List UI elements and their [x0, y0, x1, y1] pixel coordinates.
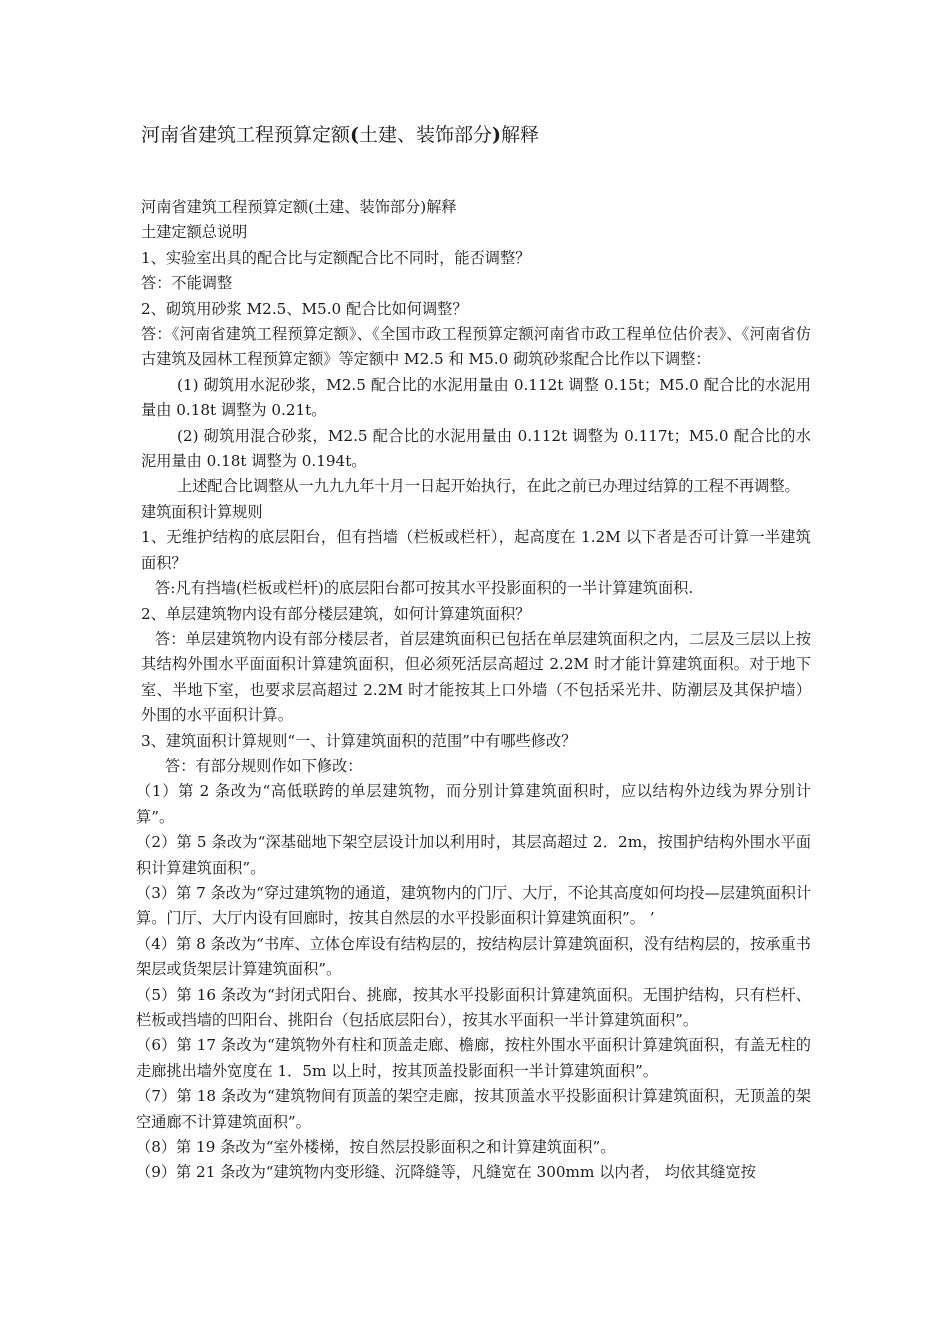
revision-item-6: （6）第 17 条改为“建筑物外有柱和顶盖走廊、檐廊，按柱外围水平面积计算建筑面积，有盖无柱的走廊挑出墙外宽度在 1．5m 以上时，按其顶盖投影面积一半计算建筑面积”。 — [136, 1036, 811, 1080]
title-paren-open: ( — [350, 124, 360, 146]
question-1: 1、实验室出具的配合比与定额配合比不同时，能否调整？ — [141, 248, 531, 267]
subtitle: 河南省建筑工程预算定额(土建、装饰部分)解释 — [141, 198, 457, 216]
section-heading-general: 土建定额总说明 — [141, 223, 248, 242]
document-body — [136, 195, 811, 1186]
title-text-2: 土建、装饰部分 — [359, 124, 493, 146]
area-question-3: 3、建筑面积计算规则“一、计算建筑面积的范围”中有哪些修改？ — [141, 731, 577, 750]
area-question-1: 1、无维护结构的底层阳台，但有挡墙（栏板或栏杆），起高度在 1.2M 以下者是否可计算一半建筑面积？ — [141, 528, 811, 572]
area-answer-2: 答：单层建筑物内设有部分楼层者，首层建筑面积已包括在单层建筑面积之内，二层及三层以上按其结构外围水平面面积计算建筑面积，但必须死活层高超过 2.2M 时才能计算建筑面积。对于地下室、半地下室，也要求层高超过 2.2M 时才能按其上口外墙（不包括采光井、防潮层及其保护墙）外围的水平面积计算。 — [141, 629, 811, 725]
section-heading-area: 建筑面积计算规则 — [141, 502, 263, 521]
revision-item-1: （1）第 2 条改为“高低联跨的单层建筑物，而分别计算建筑面积时，应以结构外边线为界分别计算”。 — [136, 782, 811, 826]
area-answer-1: 答:凡有挡墙(栏板或栏杆)的底层阳台都可按其水平投影面积的一半计算建筑面积. — [155, 579, 694, 598]
answer-2-item-2: (2) 砌筑用混合砂浆，M2.5 配合比的水泥用量由 0.112t 调整为 0.117t；M5.0 配合比的水泥用量由 0.18t 调整为 0.194t。 — [141, 426, 811, 471]
revision-item-3: （3）第 7 条改为“穿过建筑物的通道，建筑物内的门厅、大厅，不论其高度如何均投—层建筑面积计算。门厅、大厅内设有回廊时，按其自然层的水平投影面积计算建筑面积”。 ’ — [136, 883, 811, 928]
answer-2: 答：《河南省建筑工程预算定额》、《全国市政工程预算定额河南省市政工程单位估价表》、《河南省仿古建筑及园林工程预算定额》等定额中 M2.5 和 M5.0 砌筑砂浆配合比作以下调整： — [141, 325, 811, 369]
title-text-3: 解释 — [501, 124, 540, 146]
revision-item-9: （9）第 21 条改为“建筑物内变形缝、沉降缝等，凡缝宽在 300mm 以内者， 均依其缝宽按 — [136, 1163, 756, 1182]
document-title — [141, 121, 821, 149]
title-paren-close: ) — [492, 124, 502, 146]
answer-2-note: 上述配合比调整从一九九九年十月一日起开始执行，在此之前已办理过结算的工程不再调整。 — [177, 477, 800, 496]
answer-2-item-1: (1) 砌筑用水泥砂浆，M2.5 配合比的水泥用量由 0.112t 调整 0.15t；M5.0 配合比的水泥用量由 0.18t 调整为 0.21t。 — [141, 375, 811, 420]
area-answer-3: 答：有部分规则作如下修改： — [165, 756, 363, 775]
title-text-1: 河南省建筑工程预算定额 — [141, 124, 351, 146]
revision-item-4: （4）第 8 条改为“书库、立体仓库设有结构层的，按结构层计算建筑面积，没有结构层的，按承重书架层或货架层计算建筑面积”。 — [136, 934, 811, 979]
question-2: 2、砌筑用砂浆 M2.5、M5.0 配合比如何调整？ — [141, 299, 468, 318]
answer-1: 答：不能调整 — [141, 274, 233, 293]
revision-item-7: （7）第 18 条改为“建筑物间有顶盖的架空走廊，按其顶盖水平投影面积计算建筑面积，无顶盖的架空通廊不计算建筑面积”。 — [136, 1087, 811, 1131]
revision-item-5: （5）第 16 条改为“封闭式阳台、挑廊，按其水平投影面积计算建筑面积。无围护结构，只有栏杆、栏板或挡墙的凹阳台、挑阳台（包括底层阳台），按其水平面积一半计算建筑面积”。 — [136, 985, 811, 1029]
revision-item-8: （8）第 19 条改为“室外楼梯，按自然层投影面积之和计算建筑面积”。 — [136, 1138, 616, 1157]
area-question-2: 2、单层建筑物内设有部分楼层建筑，如何计算建筑面积？ — [141, 604, 531, 623]
revision-item-2: （2）第 5 条改为“深基础地下架空层设计加以利用时，其层高超过 2．2m，按围护结构外围水平面积计算建筑面积”。 — [136, 833, 811, 877]
